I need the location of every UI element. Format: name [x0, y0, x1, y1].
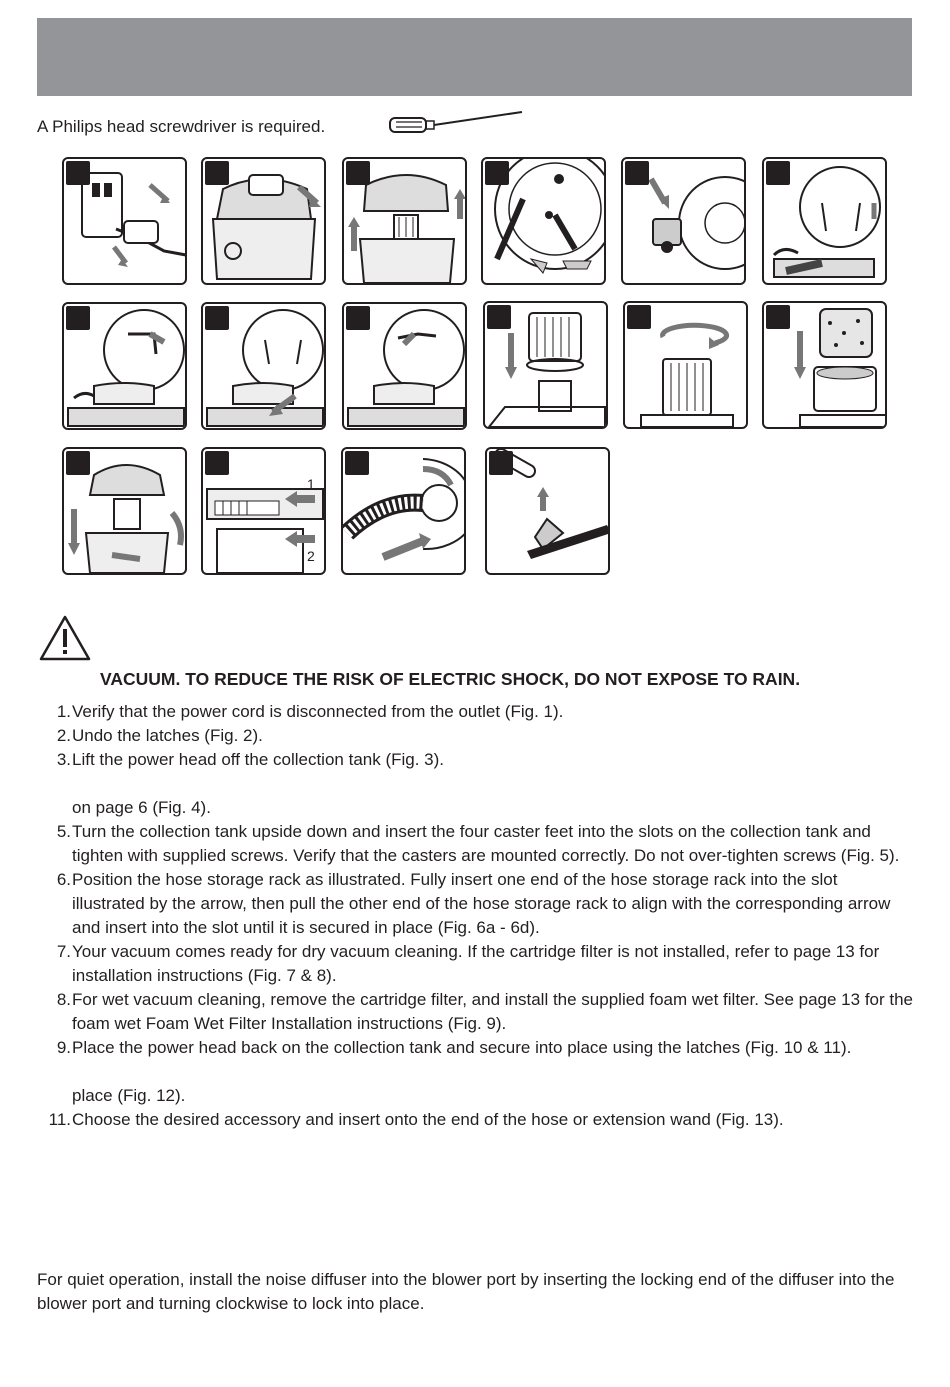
list-item-number: 1.	[56, 702, 71, 721]
figure-number-box	[489, 451, 513, 475]
figure-number-box	[627, 305, 651, 329]
list-item	[34, 1084, 914, 1108]
figure-number-box	[66, 451, 90, 475]
fig-11	[201, 447, 326, 575]
list-item-number: 6.	[56, 870, 71, 889]
figure-number-box	[346, 306, 370, 330]
list-item-text: Your vacuum comes ready for dry vacuum cleaning. If the cartridge filter is not installed, refer to page 13 for installation instructions (Fig. 7 & 8).	[72, 942, 880, 985]
figure-number-box	[205, 306, 229, 330]
list-item-text: Verify that the power cord is disconnected from the outlet (Fig. 1).	[72, 702, 564, 721]
warning-triangle-icon	[38, 614, 92, 662]
screwdriver-icon	[388, 110, 526, 140]
list-item-number: 3.	[56, 750, 71, 769]
list-item-number: 11.	[48, 1110, 71, 1129]
figure-number-box	[485, 161, 509, 185]
list-item	[34, 1036, 914, 1060]
list-item-text: Place the power head back on the collection tank and secure into place using the latches (Fig. 10 & 11).	[72, 1038, 852, 1057]
fig-6b	[62, 302, 187, 430]
list-item-text: Lift the power head off the collection tank (Fig. 3).	[72, 750, 445, 769]
section-header-bar	[37, 18, 912, 96]
warning-text: VACUUM. TO REDUCE THE RISK OF ELECTRIC SHOCK, DO NOT EXPOSE TO RAIN.	[100, 669, 801, 689]
figure-number-box	[487, 305, 511, 329]
fig-6c	[201, 302, 326, 430]
svg-text:2: 2	[307, 548, 315, 564]
list-item-text: Position the hose storage rack as illustrated. Fully insert one end of the hose storage rack into the slot illustrated by the arrow, then pull the other end of the hose storage rack to align with the corresponding arrow and insert into the slot until it is secured in place (Fig. 6a - 6d).	[72, 870, 891, 937]
figure-number-box	[205, 161, 229, 185]
fig-6d	[342, 302, 467, 430]
figure-number-box	[766, 161, 790, 185]
fig-4	[481, 157, 606, 285]
list-item	[34, 724, 914, 748]
figure-number-box	[66, 306, 90, 330]
list-item	[34, 700, 914, 724]
fig-5	[621, 157, 746, 285]
fig-2	[201, 157, 326, 285]
fig-13	[485, 447, 610, 575]
list-item-text: Turn the collection tank upside down and insert the four caster feet into the slots on the collection tank and tighten with supplied screws. Verify that the casters are mounted correctly. Do not over-tighten screws (Fig. 5).	[72, 822, 900, 865]
fig-7	[483, 301, 608, 429]
fig-10	[62, 447, 187, 575]
list-item-text: Undo the latches (Fig. 2).	[72, 726, 263, 745]
fig-3	[342, 157, 467, 285]
list-item	[34, 820, 914, 868]
fig-1	[62, 157, 187, 285]
list-item-number: 2.	[56, 726, 71, 745]
list-item	[34, 868, 914, 940]
list-item	[34, 940, 914, 988]
figure-number-box	[66, 161, 90, 185]
svg-text:1: 1	[307, 476, 315, 492]
list-item-number: 7.	[56, 942, 71, 961]
diffuser-note: For quiet operation, install the noise diffuser into the blower port by inserting the locking end of the diffuser into the blower port and turning clockwise to lock into place.	[37, 1270, 895, 1313]
figure-number-box	[625, 161, 649, 185]
fig-12	[341, 447, 466, 575]
figure-number-box	[766, 305, 790, 329]
list-item	[34, 1108, 914, 1132]
list-item-text: For wet vacuum cleaning, remove the cartridge filter, and install the supplied foam wet filter. See page 13 for the foam wet Foam Wet Filter Installation instructions (Fig. 9).	[72, 990, 914, 1033]
fig-6a	[762, 157, 887, 285]
figure-number-box	[205, 451, 229, 475]
list-item-number: 8.	[56, 990, 71, 1009]
list-item-number: 9.	[56, 1038, 71, 1057]
list-item-text: on page 6 (Fig. 4).	[72, 798, 211, 817]
list-item-number: 5.	[56, 822, 71, 841]
list-item-text: Choose the desired accessory and insert onto the end of the hose or extension wand (Fig. 13).	[72, 1110, 784, 1129]
list-item	[34, 988, 914, 1036]
figure-number-box	[346, 161, 370, 185]
fig-9	[762, 301, 887, 429]
figure-number-box	[345, 451, 369, 475]
instruction-list	[34, 700, 914, 1132]
list-item-text: place (Fig. 12).	[72, 1086, 186, 1105]
list-item	[34, 748, 914, 772]
list-item	[34, 796, 914, 820]
fig-8	[623, 301, 748, 429]
tool-note: A Philips head screwdriver is required.	[37, 117, 326, 136]
